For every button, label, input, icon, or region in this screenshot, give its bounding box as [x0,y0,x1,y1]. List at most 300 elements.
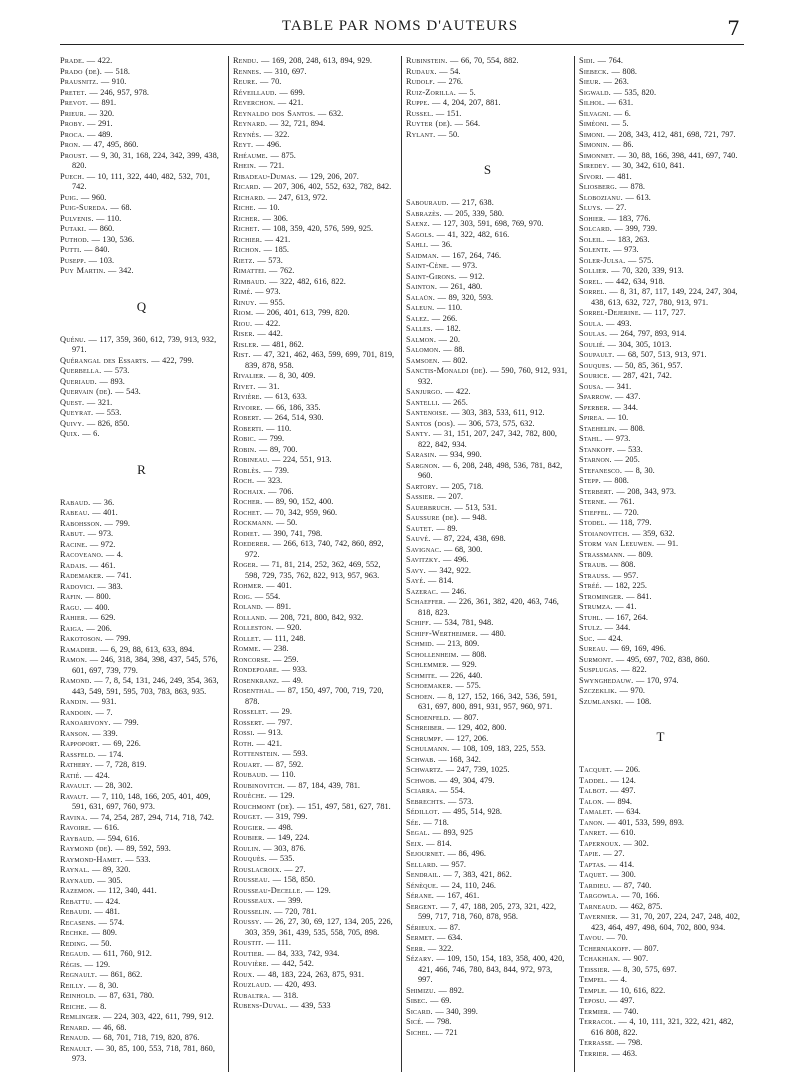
page-references: — 534, 781, 948. [431,618,494,627]
page-references: — 247, 613, 972. [265,192,328,202]
page-references: — 206. [612,765,641,774]
author-name: Rouchmont (de). [233,801,295,811]
page-references: — 822. [618,665,647,674]
page-references: — 8, 30. [622,465,655,475]
page-references: — 399. [274,896,303,905]
author-name: Rocher. [233,497,263,506]
page-references: — 907. [620,954,649,963]
page-references: — 799. [101,518,130,528]
author-name: Rivalier. [233,371,266,380]
page-references: — 575. [625,255,654,265]
page-references: — 27. [281,864,306,874]
index-entry [233,508,396,519]
index-entry [60,960,223,971]
author-name: Routier. [233,948,265,958]
index-entry [233,865,396,876]
author-name: Sartory. [406,481,439,491]
index-entry [233,424,396,435]
index-entry [406,482,569,493]
page-references: — 590, 760, 912, 931, 932. [418,366,568,386]
index-entry [406,56,569,67]
author-name: Targowla. [579,891,619,900]
author-name: Sénèque. [406,880,439,890]
index-entry [579,986,742,997]
author-name: Ramon. [60,655,88,664]
index-entry [406,314,569,325]
author-name: Strumza. [579,602,613,611]
author-name: Sousa. [579,381,604,391]
author-name: Regaud. [60,949,91,958]
index-entry [406,713,569,724]
author-name: Solente. [579,245,611,254]
author-name: Ramadier. [60,644,98,654]
author-name: Rabeau. [60,508,90,517]
index-entry [60,897,223,908]
author-name: Slobozianu. [579,192,623,202]
page-references: — 86. [609,140,634,149]
author-name: Sejournet. [406,849,446,858]
page-references: — 5. [456,87,476,97]
index-entry [579,1007,742,1018]
author-name: Rossi. [233,728,255,737]
page-references: — 634. [612,807,641,816]
page-references: — 741. [103,571,132,580]
page-references: — 264, 797, 893, 914. [607,329,687,338]
page-references: — 4. [103,550,123,559]
author-name: Rousseau. [233,875,271,884]
section-letter: T [656,729,665,744]
author-name: Sureau. [579,644,608,653]
index-entry [579,902,742,913]
author-name: Tchakhian. [579,954,621,963]
page-references: — 111. [263,938,291,947]
page-references: — 553. [93,408,122,417]
author-name: Savignac. [406,544,442,554]
page-references: — 170, 974. [633,675,679,685]
author-name: Tavernier. [579,912,618,921]
index-entry [406,461,569,482]
index-entry [579,797,742,808]
author-name: Susplugas. [579,665,619,674]
author-name: Puy Martin. [60,266,106,275]
author-name: Roustit. [233,938,264,947]
author-name: Temple. [579,985,608,995]
author-name: Schoemaker. [406,681,453,690]
author-name: Siredey. [579,161,610,170]
page-references: — 263. [600,77,629,86]
author-name: Sciarra. [406,786,437,795]
author-name: Sergent. [406,901,438,911]
author-name: Reynès. [233,129,262,139]
author-name: Santy. [406,429,431,438]
page-references: — 129. [82,959,111,969]
author-name: Schwartz. [406,765,444,774]
index-entry [60,939,223,950]
index-entry [406,765,569,776]
index-entry [233,938,396,949]
index-entry [60,1002,223,1013]
page-references: — 169, 208, 248, 613, 894, 929. [258,56,372,65]
index-entry [233,529,396,540]
page-references: — 8, 30. [85,980,119,990]
page-references: — 68, 300. [441,544,483,554]
index-entry [406,429,569,450]
index-entry [406,986,569,997]
author-name: Savy. [406,565,426,575]
page-references: — 127, 206. [443,733,489,743]
index-entry [233,98,396,109]
page-references: — 69, 226. [99,739,141,748]
index-entry [406,944,569,955]
index-entry [233,308,396,319]
page-references: — 960. [78,192,107,202]
page-references: — 207, 306, 402, 552, 632, 782, 842. [260,182,392,191]
page-references: — 36. [90,497,115,507]
page-references: — 920. [273,623,302,632]
author-name: Raiga. [60,623,84,633]
page-references: — 208, 721, 800, 842, 932. [266,612,364,622]
page-references: — 259. [270,654,299,664]
page-references: — 878. [617,182,645,191]
index-entry [406,209,569,220]
page-references: — 50. [435,129,460,139]
index-entry [233,298,396,309]
author-name: Rodiet. [233,528,261,538]
page-references: — 300. [607,870,636,879]
page-references: — 957. [437,859,466,869]
page-references: — 611, 760, 912. [90,949,152,958]
author-name: Rinuy. [233,297,257,307]
index-entry [406,587,569,598]
index-entry [406,282,569,293]
index-entry [579,235,742,246]
page-references: — 302. [620,838,649,848]
page-references: — 183, 263. [604,234,650,244]
author-name: Stieffel. [579,507,611,517]
page-references: — 118, 779. [606,518,652,527]
index-entry [406,996,569,1007]
page-references: — 6. [611,108,631,118]
page-references: — 799. [102,634,131,643]
index-entry [233,172,396,183]
index-entry [233,413,396,424]
author-name: Ruiz-Zorilla. [406,87,457,97]
page-references: — 158, 850. [270,875,316,884]
page-references: — 390, 741, 798. [260,528,323,538]
index-entry [60,109,223,120]
author-name: Rousseaux. [233,896,275,905]
index-entry [579,109,742,120]
page-references: — 401. [89,508,118,517]
author-name: Sicard. [406,1006,433,1016]
page-references: — 185. [261,245,289,254]
index-entry [579,350,742,361]
index-entry [233,655,396,666]
index-entry [233,340,396,351]
author-name: Queyrat. [60,408,94,417]
index-entry [406,230,569,241]
index-entry [233,161,396,172]
author-name: Sermet. [406,933,435,942]
author-name: Rathery. [60,760,93,769]
page-references: — 151, 497, 581, 627, 781. [294,801,391,811]
page-references: — 226, 361, 382, 420, 463, 746, 818, 823. [418,597,559,617]
page-references: — 20. [436,334,460,344]
author-name: Sanjurgo. [406,387,443,396]
author-name: Rennes. [233,66,262,76]
index-entry [579,870,742,881]
index-entry [233,109,396,120]
index-entry [60,1044,223,1065]
author-name: Saenz. [406,219,430,228]
author-name: Roncorse. [233,654,271,664]
author-name: Rosenkranz. [233,675,280,685]
author-name: Starnon. [579,455,612,464]
author-name: Silhol. [579,98,606,107]
index-entry [233,497,396,508]
index-entry [233,875,396,886]
page-references: — 213, 809. [434,639,480,648]
index-entry [60,119,223,130]
page-references: — 955. [256,297,285,307]
author-name: Sainton. [406,282,438,291]
author-name: Sichel. [406,1027,432,1037]
author-name: Schlemmer. [406,660,449,669]
index-entry [406,345,569,356]
index-entry [233,613,396,624]
author-name: Raynaud. [60,875,95,885]
index-entry [60,729,223,740]
author-name: Ravaut. [60,791,89,801]
index-entry [233,371,396,382]
author-name: Rochaix. [233,486,266,496]
page-references: — 26, 27, 30, 69, 127, 134, 205, 226, 303, 359, 361, 439, 535, 558, 705, 898. [245,917,393,937]
author-name: Simonin. [579,140,610,149]
index-entry [579,56,742,67]
page-references: — 481. [91,907,120,916]
page-references: — 306, 573, 575, 632. [455,418,535,428]
author-name: Simonnet. [579,150,616,160]
author-name: Stodel. [579,518,607,527]
page-references: — 973. [602,434,631,443]
author-name: Rimé. [233,287,253,296]
index-entry [579,996,742,1007]
index-entry [579,277,742,288]
page-references: — 323. [254,476,283,485]
page-references: — 400. [81,602,110,612]
page-references: — 322, 482, 616, 822. [266,276,346,286]
index-entry [60,561,223,572]
author-name: Sargnon. [406,460,440,470]
index-entry [579,839,742,850]
index-entry [60,151,223,172]
author-name: Roux. [233,969,255,979]
page-references: — 442, 634, 918. [602,276,665,286]
index-entry [579,550,742,561]
author-name: Putaki. [60,224,87,233]
author-name: Puthod. [60,234,90,244]
author-name: Sellard. [406,859,438,869]
page-references: — 973. [252,287,281,296]
author-name: Rappoport. [60,739,100,748]
page-references: — 948. [458,513,487,522]
author-name: Rakotoson. [60,634,103,643]
author-name: Rendu. [233,56,259,65]
author-name: Ragu. [60,602,82,612]
page-references: — 89. [433,523,458,533]
index-entry [233,991,396,1002]
author-name: Sorrel. [579,287,607,296]
index-entry [233,277,396,288]
page-references: — 66, 186, 335. [262,402,321,412]
author-name: Proust. [60,150,88,160]
index-entry [579,340,742,351]
author-name: Rivoire. [233,402,263,412]
page-references: — 246, 957, 978. [86,87,149,97]
author-name: Silvagni. [579,108,612,118]
index-entry [579,686,742,697]
page-references: — 89, 320, 593. [435,292,494,302]
author-name: Tapernoux. [579,838,621,848]
index-entry [406,891,569,902]
author-name: Ruppe. [406,98,430,107]
index-entry [233,539,396,560]
author-name: Serr. [406,943,426,953]
page-references: — 913. [254,728,283,737]
author-name: Renard. [60,1022,90,1032]
index-entry [579,891,742,902]
page-references: — 797. [264,717,293,727]
index-entry [60,634,223,645]
author-name: Sieur. [579,77,601,86]
author-name: Roederer. [233,539,271,548]
page-references: — 798. [614,1038,643,1047]
page-references: — 344. [602,623,631,632]
author-name: Rhéaume. [233,150,268,160]
page-references: — 8, 30, 409. [265,371,316,380]
index-entry [579,539,742,550]
index-entry [406,660,569,671]
page-references: — 6, 208, 248, 498, 536, 781, 842, 960. [418,460,563,480]
index-entry [233,823,396,834]
page-references: — 71, 81, 214, 252, 362, 469, 552, 598, 729, 735, 762, 822, 913, 957, 963. [245,560,381,580]
author-name: Soleil. [579,234,605,244]
author-name: Quénu. [60,334,86,344]
page-references: — 910. [98,77,127,86]
index-column-3 [406,56,569,1072]
index-entry [406,492,569,503]
index-entry [60,739,223,750]
page-references: — 310, 697. [261,66,307,76]
index-entry [406,639,569,650]
page-references: — 799. [256,434,285,443]
index-entry [579,130,742,141]
author-name: Santenoise. [406,408,449,417]
page-references: — 462, 875. [617,901,663,911]
author-name: Schoenfeld. [406,712,451,722]
author-name: Rohmer. [233,581,264,590]
author-name: Reiche. [60,1001,87,1011]
page-references: — 442, 542. [268,959,314,968]
index-entry [233,329,396,340]
index-entry [579,518,742,529]
page-references: — 49, 304, 479. [436,775,495,785]
index-entry [233,581,396,592]
page-references: — 48, 183, 224, 263, 875, 931. [254,969,364,979]
index-entry [406,77,569,88]
author-name: Sarasin. [406,450,437,459]
page-references: — 30, 88, 166, 398, 441, 697, 740. [615,150,738,160]
author-name: Rassfeld. [60,749,96,759]
page-references: — 610. [607,828,636,837]
index-entry [579,807,742,818]
page-references: — 564. [452,119,481,128]
page-references: — 808. [600,476,629,485]
index-entry [60,1023,223,1034]
index-entry [579,697,742,708]
page-references: — 814. [425,576,454,585]
author-name: Sézary. [406,954,434,963]
page-references: — 117, 359, 360, 612, 739, 913, 932, 971. [72,334,217,354]
author-name: Rouvière. [233,959,269,968]
author-name: Rouget. [233,812,263,821]
index-entry [579,203,742,214]
page-references: — 108. [623,696,652,706]
page-references: — 149, 224. [264,833,310,842]
page-references: — 424. [594,633,623,643]
index-entry [579,529,742,540]
author-name: Sendrail. [406,870,441,879]
index-entry [233,592,396,603]
index-entry [579,67,742,78]
index-entry [579,912,742,933]
author-name: Termier. [579,1006,611,1016]
index-entry [233,434,396,445]
page-references: — 246, 318, 384, 398, 437, 545, 576, 601, 697, 739, 779. [72,655,218,675]
index-entry [579,245,742,256]
author-name: Quest. [60,397,85,407]
page-references: — 124. [607,775,636,785]
page-references: — 8, 127, 152, 166, 342, 536, 591, 631, 697, 800, 891, 931, 957, 960, 971. [418,691,557,711]
page-references: — 764. [595,56,623,65]
page-references: — 68, 701, 718, 719, 820, 876. [90,1033,200,1042]
index-entry [579,560,742,571]
author-name: Richard. [233,192,266,202]
index-entry [579,655,742,666]
page-references: — 495, 697, 702, 838, 860. [613,654,710,664]
index-entry [406,387,569,398]
index-entry [60,592,223,603]
page-references: — 28, 302. [91,781,133,790]
index-entry [60,792,223,813]
page-references: — 7. [92,707,113,717]
author-name: Roland. [233,602,264,611]
author-name: Saleun. [406,303,435,312]
author-name: Robin. [233,444,257,454]
page-header [60,18,740,44]
author-name: Rochet. [233,507,263,517]
author-name: Soulas. [579,329,608,338]
page-references: — 108, 359, 420, 576, 599, 925. [259,224,374,233]
author-name: Roberti. [233,423,264,433]
author-name: Savitzky. [406,555,441,564]
author-name: Santos (dos). [406,418,456,428]
author-name: Rubinstein. [406,56,448,65]
index-entry [60,624,223,635]
index-entry [406,335,569,346]
author-name: Régis. [60,959,83,969]
page-references: — 103. [86,255,115,265]
